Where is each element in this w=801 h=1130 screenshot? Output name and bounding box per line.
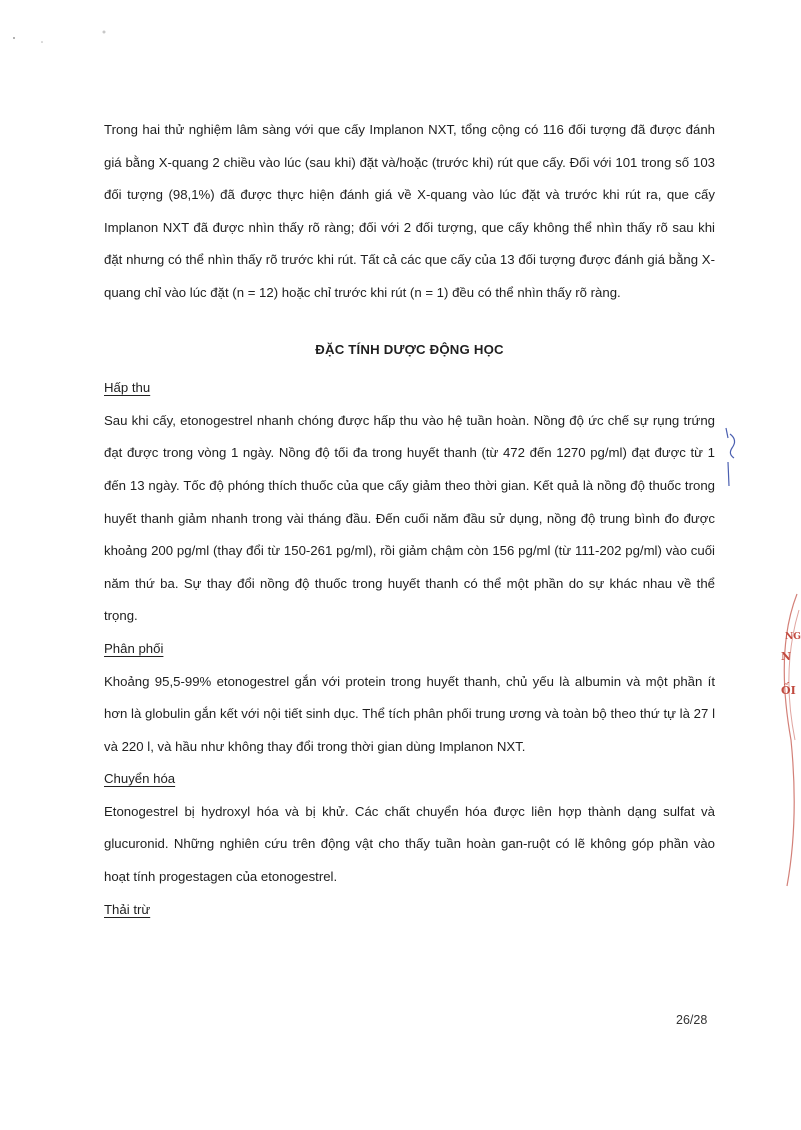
- main-content: [104, 114, 715, 926]
- stamp-text-1: NG: [785, 632, 801, 642]
- distribution-heading: Phân phối: [104, 640, 164, 656]
- metabolism-paragraph: Etonogestrel bị hydroxyl hóa và bị khử. Các chất chuyển hóa được liên hợp thành dạng sulfat và glucuronid. Những nghiên cứu trên động vật cho thấy tuần hoàn gan-ruột có lẽ không góp phần vào hoạt tính progestagen của etonogestrel.: [104, 803, 715, 885]
- absorption-paragraph: Sau khi cấy, etonogestrel nhanh chóng được hấp thu vào hệ tuần hoàn. Nồng độ ức chế sự rụng trứng đạt được trong vòng 1 ngày. Nồng độ tối đa trong huyết thanh (từ 472 đến 1270 pg/ml) đạt được từ 1 đến 13 ngày. Tốc độ phóng thích thuốc của que cấy giảm theo thời gian. Kết quả là nồng độ thuốc trong huyết thanh giảm nhanh trong vài tháng đầu. Đến cuối năm đầu sử dụng, nồng độ trung bình đo được khoảng 200 pg/ml (thay đổi từ 150-261 pg/ml), rồi giảm chậm còn 156 pg/ml (từ 111-202 pg/ml) vào cuối năm thứ ba. Sự thay đổi nồng độ thuốc trong huyết thanh có thể một phần do sự khác nhau về thể trọng.: [104, 412, 715, 624]
- intro-paragraph: Trong hai thử nghiệm lâm sàng với que cấy Implanon NXT, tổng cộng có 116 đối tượng đã được đánh giá bằng X-quang 2 chiều vào lúc (sau khi) đặt và/hoặc (trước khi) rút que cấy. Đối với 101 trong số 103 đối tượng (98,1%) đã được thực hiện đánh giá về X-quang vào lúc đặt và trước khi rút ra, que cấy Implanon NXT đã được nhìn thấy rõ ràng; đối với 2 đối tượng, que cấy không thể nhìn thấy rõ sau khi đặt nhưng có thể nhìn thấy rõ trước khi rút. Tất cả các que cấy của 13 đối tượng được đánh giá bằng X-quang chỉ vào lúc đặt (n = 12) hoặc chỉ trước khi rút (n = 1) đều có thể nhìn thấy rõ ràng.: [104, 122, 715, 300]
- stamp-text-3: ỐI: [781, 684, 796, 697]
- stamp-fragment: [769, 590, 799, 890]
- elimination-heading: Thải trừ: [104, 901, 151, 917]
- scan-specks: [8, 18, 118, 48]
- stamp-text-2: N: [781, 650, 792, 663]
- absorption-heading: Hấp thu: [104, 380, 151, 396]
- section-title: ĐẶC TÍNH DƯỢC ĐỘNG HỌC: [315, 341, 504, 357]
- distribution-paragraph: Khoảng 95,5-99% etonogestrel gắn với protein trong huyết thanh, chủ yếu là albumin và một phần ít hơn là globulin gắn kết với nội tiết sinh dục. Thể tích phân phối trung ương và toàn bộ theo thứ tự là 27 l và 220 l, và hầu như không thay đổi trong thời gian dùng Implanon NXT.: [104, 673, 715, 754]
- metabolism-heading: Chuyển hóa: [104, 771, 176, 787]
- pen-mark: [718, 422, 748, 492]
- page-number: 26/28: [676, 1013, 708, 1027]
